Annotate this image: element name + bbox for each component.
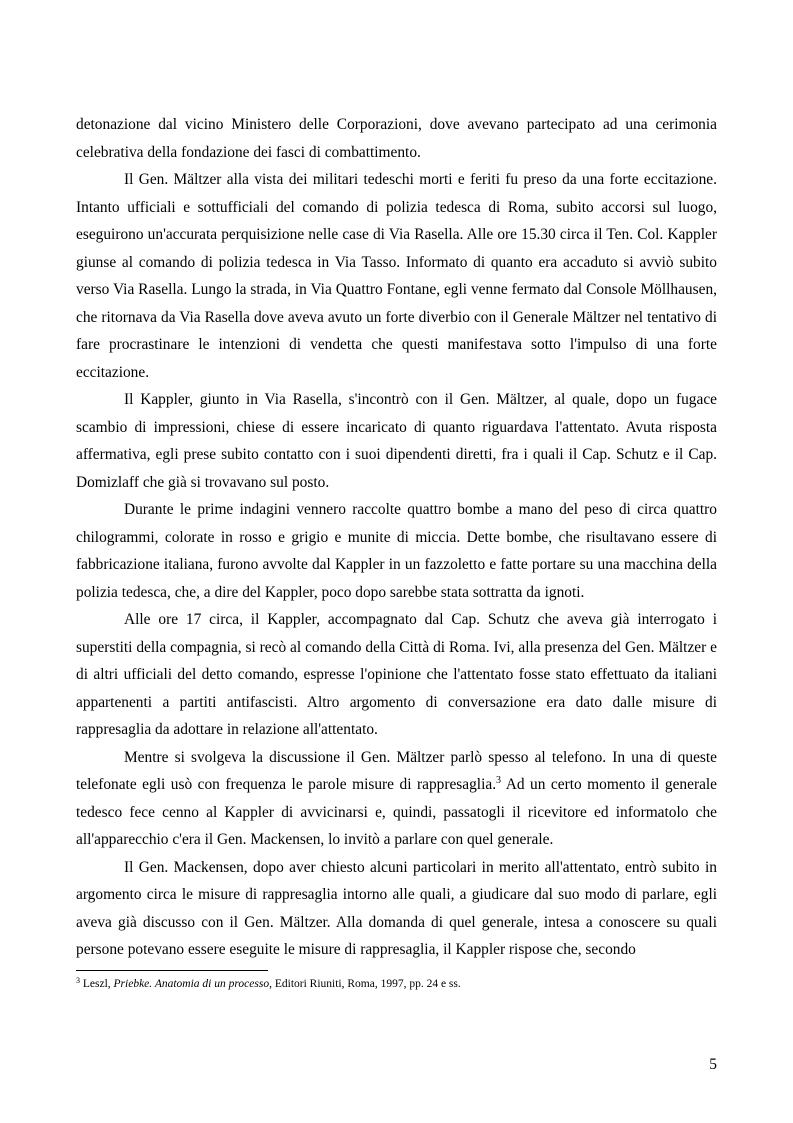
paragraph-6-before: Mentre si svolgeva la discussione il Gen. Mältzer parlò spesso al telefono. In una di queste telefonate egli usò con frequenza le parole misure di rappresaglia. xyxy=(76,748,717,793)
paragraph-4: Durante le prime indagini vennero raccolte quattro bombe a mano del peso di circa quattro chilogrammi, colorate in rosso e grigio e munite di miccia. Dette bombe, che risultavano essere di fabbricazione italiana, furono avvolte dal Kappler in un fazzoletto e fatte portare su una macchina della polizia tedesca, che, a dire del Kappler, poco dopo sarebbe stata sottratta da ignoti. xyxy=(76,501,717,601)
page-number: 5 xyxy=(709,1056,717,1073)
footnote-divider xyxy=(76,970,268,971)
footnote-rest: , Editori Riuniti, Roma, 1997, pp. 24 e ss. xyxy=(269,978,461,990)
paragraph-6 xyxy=(76,744,717,854)
paragraph-5: Alle ore 17 circa, il Kappler, accompagnato dal Cap. Schutz che aveva già interrogato i superstiti della compagnia, si recò al comando della Città di Roma. Ivi, alla presenza del Gen. Mältzer e di altri ufficiali del detto comando, espresse l'opinione che l'attentato fosse stato effettuato da italiani appartenenti a partiti antifascisti. Altro argomento di conversazione era dato dalle misure di rappresaglia da adottare in relazione all'attentato. xyxy=(76,611,717,738)
paragraph-6-after: Ad un certo momento il generale tedesco fece cenno al Kappler di avvicinarsi e, quindi, passatogli il ricevitore ed informatolo che all'apparecchio c'era il Gen. Mackensen, lo invitò a parlare con quel generale. xyxy=(76,776,718,848)
footnote-reference: 3 xyxy=(496,775,502,786)
footnote-author: Leszl, xyxy=(80,978,114,990)
footnote xyxy=(76,977,717,991)
footnote-number: 3 xyxy=(76,976,80,985)
paragraph-7: Il Gen. Mackensen, dopo aver chiesto alcuni particolari in merito all'attentato, entrò subito in argomento circa le misure di rappresaglia intorno alle quali, a giudicare dal suo modo di parlare, egli aveva già discusso con il Gen. Mältzer. Alla domanda di quel generale, intesa a conoscere su quali persone potevano essere eseguite le misure di rappresaglia, il Kappler rispose che, secondo xyxy=(76,858,717,958)
paragraph-2: Il Gen. Mältzer alla vista dei militari tedeschi morti e feriti fu preso da una forte eccitazione. Intanto ufficiali e sottufficiali del comando di polizia tedesca di Roma, subito accorsi sul luogo, eseguirono un'accurata perquisizione nelle case di Via Rasella. Alle ore 15.30 circa il Ten. Col. Kappler giunse al comando di polizia tedesca in Via Tasso. Informato di quanto era accaduto si avviò subito verso Via Rasella. Lungo la strada, in Via Quattro Fontane, egli venne fermato dal Console Möllhausen, che ritornava da Via Rasella dove aveva avuto un forte diverbio con il Generale Mältzer nel tentativo di fare procrastinare le intenzioni di vendetta che questi manifestava sotto l'impulso di una forte eccitazione. xyxy=(76,171,717,381)
footnote-title: Priebke. Anatomia di un processo xyxy=(113,978,270,990)
body-text xyxy=(76,111,717,964)
paragraph-1: detonazione dal vicino Ministero delle Corporazioni, dove avevano partecipato ad una cerimonia celebrativa della fondazione dei fasci di combattimento. xyxy=(76,116,717,161)
paragraph-3: Il Kappler, giunto in Via Rasella, s'incontrò con il Gen. Mältzer, al quale, dopo un fugace scambio di impressioni, chiese di essere incaricato di quanto riguardava l'attentato. Avuta risposta affermativa, egli prese subito contatto con i suoi dipendenti diretti, fra i quali il Cap. Schutz e il Cap. Domizlaff che già si trovavano sul posto. xyxy=(76,391,717,491)
